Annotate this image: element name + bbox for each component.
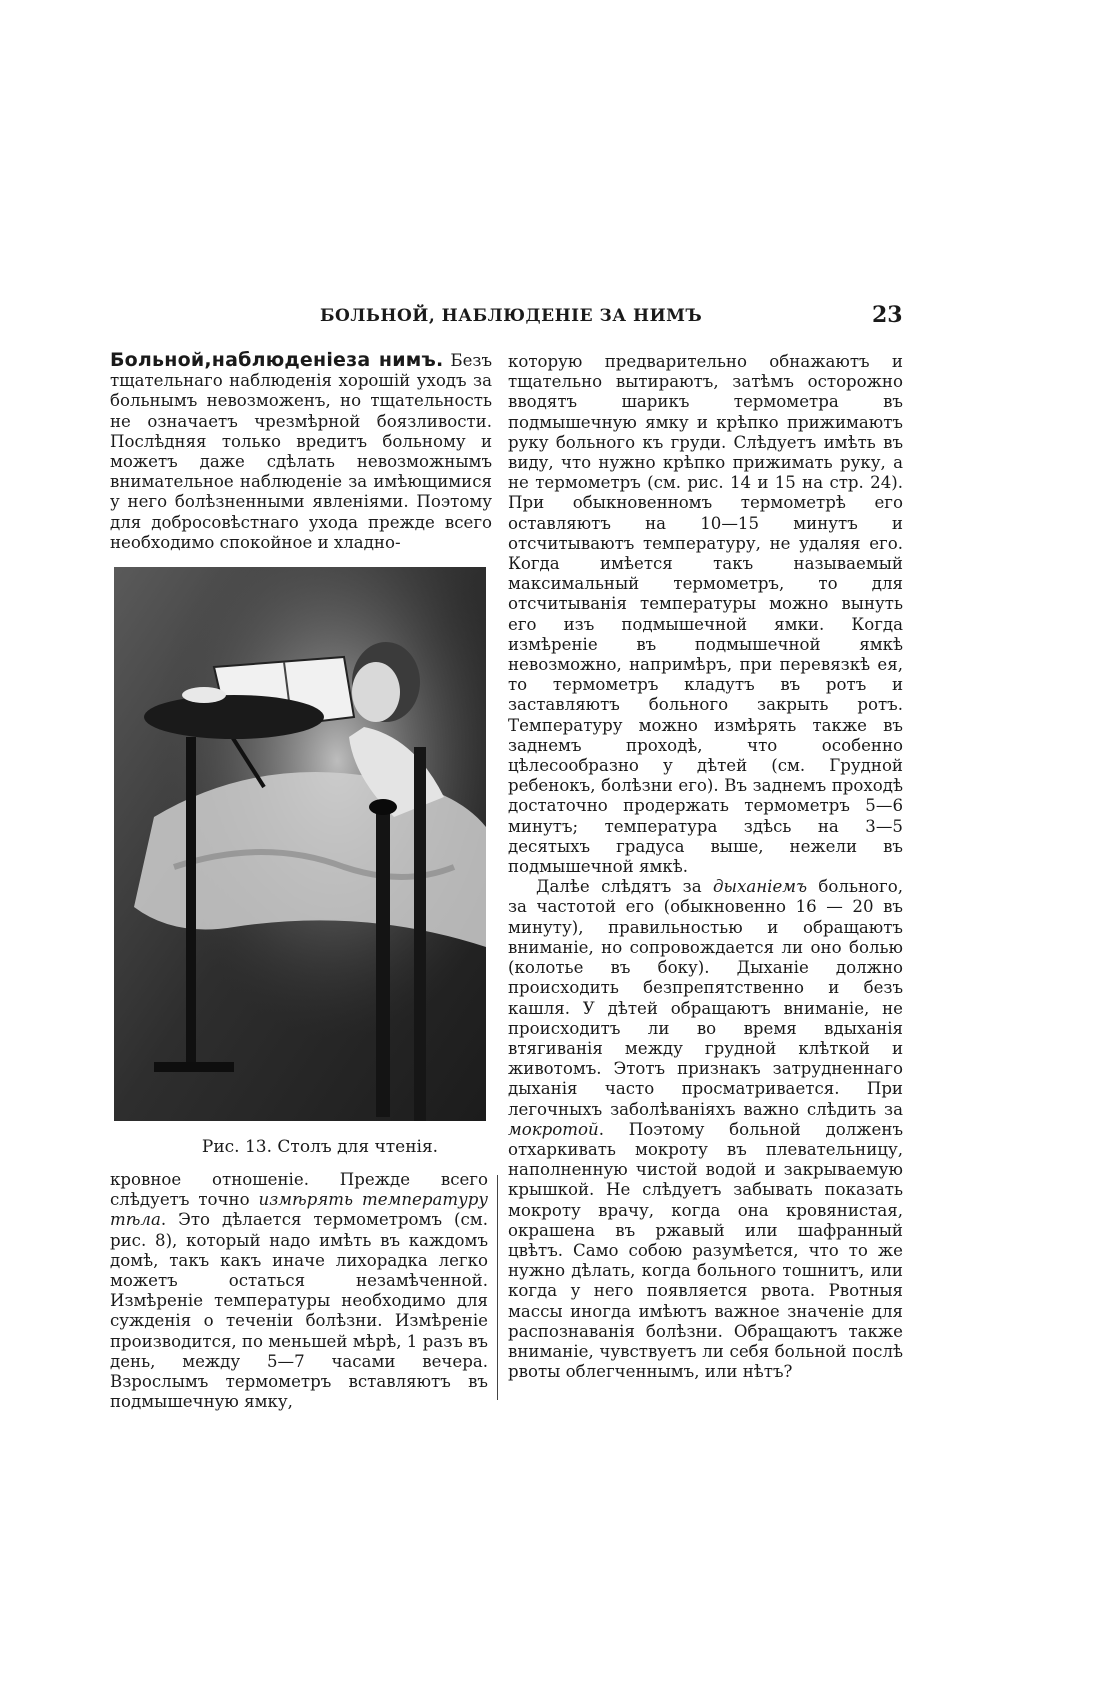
right-column [508,352,903,1382]
left-bottom-text-2: . Это дѣлается термометромъ (см. рис. 8), который надо имѣть въ каждомъ домѣ, такъ какъ иначе лихорадка легко можетъ остаться незамѣченной. Измѣреніе температуры необходимо для сужденія о теченіи болѣзни. Измѣреніе производится, по меньшей мѣрѣ, 1 разъ въ день, между 5—7 часами вечера. Взрослымъ термометръ вставляютъ въ подмышечную ямку, [110,1210,488,1412]
right-p2-text-b: больного, за частотой его (обыкновенно 16 — 20 въ минуту), правильностью и обращаютъ вниманіе, но сопровождается ли оно болью (колотье въ боку). Дыханіе должно происходить безпрепятственно и безъ кашля. У дѣтей обращаютъ вниманіе, не происходитъ ли во время вдыханія втягиванія между грудной клѣткой и животомъ. Этотъ признакъ затрудненнаго дыханія часто просматривается. При легочныхъ заболѣваніяхъ важно слѣдить за [508,877,903,1119]
section-heading: Больной,наблюденіеза нимъ. [110,349,444,371]
figure-illustration [114,567,486,1121]
right-paragraph-2 [508,877,903,1382]
emphasis-sputum: мокротой [508,1119,599,1139]
emphasis-measure-temperature: измѣрять температуру тѣла [110,1190,488,1230]
left-bottom-text-1: кровное отношеніе. Прежде всего слѣдуетъ точно [110,1170,488,1210]
left-column-top [110,350,492,553]
column-rule [497,1175,498,1400]
right-p2-text-c: . Поэтому больной долженъ отхаркивать мокроту въ плевательницу, наполненную чистой водой и закрываемую крышкой. Не слѣдуетъ забывать показать мокроту врачу, когда она кровянистая, окрашена въ ржавый или шафранный цвѣтъ. Само собою разумѣется, что то же нужно дѣлать, когда больного тошнитъ, или когда у него появляется рвота. Рвотныя массы иногда имѣютъ важное значеніе для распознаванія болѣзни. Обращаютъ также вниманіе, чувствуетъ ли себя больной послѣ рвоты облегченнымъ, или нѣтъ? [508,1119,903,1382]
emphasis-breathing: дыханіемъ [712,877,808,897]
running-head: БОЛЬНОЙ, НАБЛЮДЕНІЕ ЗА НИМЪ [320,306,703,326]
left-column-bottom [110,1170,488,1412]
right-paragraph-1: которую предварительно обнажаютъ и тщательно вытираютъ, затѣмъ осторожно вводятъ шарикъ термометра въ подмышечную ямку и крѣпко прижимаютъ руку больного къ груди. Слѣдуетъ имѣть въ виду, что нужно крѣпко прижимать руку, а не термометръ (см. рис. 14 и 15 на стр. 24). При обыкновенномъ термометрѣ его оставляютъ на 10—15 минутъ и отсчитываютъ температуру, не удаляя его. Когда имѣется такъ называемый максимальный термометръ, то для отсчитыванія температуры можно вынуть его изъ подмышечной ямки. Когда измѣреніе въ подмышечной ямкѣ невозможно, напримѣръ, при перевязкѣ ея, то термометръ кладутъ въ ротъ и заставляютъ больного закрыть ротъ. Температуру можно измѣрять также въ заднемъ проходѣ, что особенно цѣлесообразно у дѣтей (см. Грудной ребенокъ, болѣзни его). Въ заднемъ проходѣ достаточно продержать термометръ 5—6 минутъ; температура здѣсь на 3—5 десятыхъ градуса выше, нежели въ подмышечной ямкѣ. [508,352,903,877]
figure-caption: Рис. 13. Столъ для чтенія. [201,1137,439,1157]
page-number: 23 [872,302,903,328]
figure-reading-table [114,567,486,1121]
left-top-text: Безъ тщательнаго наблюденія хорошій уходъ за больнымъ невозможенъ, но тщательность не означаетъ чрезмѣрной боязливости. Послѣдняя только вредитъ больному и можетъ даже сдѣлать невозможнымъ внимательное наблюденіе за имѣющимися у него болѣзненными явленіями. Поэтому для добросовѣстнаго ухода прежде всего необходимо спокойное и хладно- [110,351,492,552]
right-p2-text-a: Далѣе слѣдятъ за [536,877,713,897]
